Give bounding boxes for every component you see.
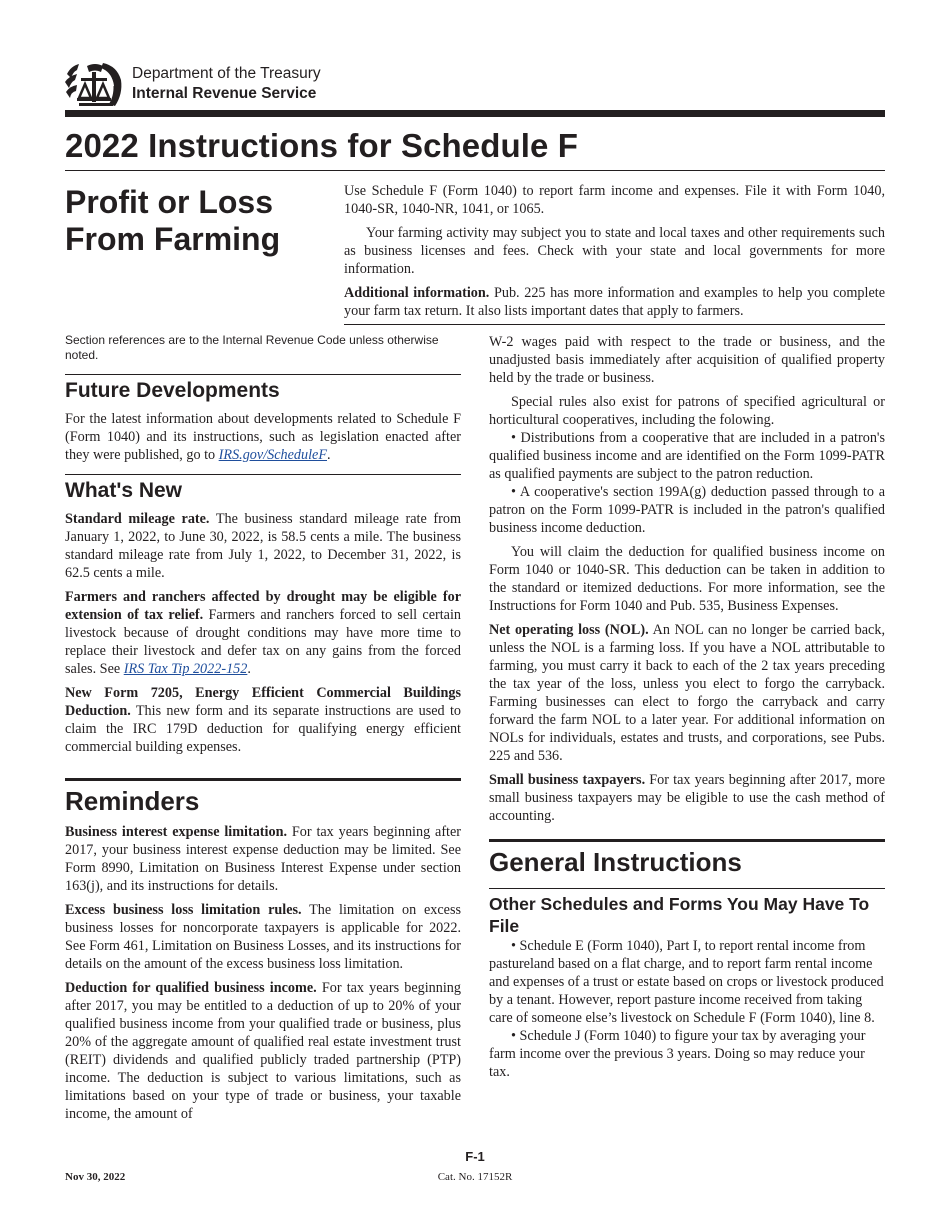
small-business-text: Small business taxpayers. For tax years beginning after 2017, more small business taxpayers may be eligible to use the cash method of accounting. xyxy=(489,772,885,824)
section-divider xyxy=(489,839,885,842)
reminder-item: Deduction for qualified business income. For tax years beginning after 2017, you may be entitled to a deduction of up to 20% of your qualified business income from your qualified trade or business, plus 20% of the aggregate amount of qualified real estate investment trust (REIT) dividends and qualified publicly traded partnership (PTP) income. The deduction is subject to various limitations, such as limitations based on your type of trade or business, your taxable income, the amount of xyxy=(65,980,461,1122)
section-reference-note: Section references are to the Internal Revenue Code unless otherwise noted. xyxy=(65,333,439,362)
bullet-item: • Schedule E (Form 1040), Part I, to report rental income from pastureland based on a flat charge, and to report farm rental income and expenses of a trust or estate based on crops or livestock produced by a tenant. However, report pasture income received from taking care of someone else’s livestock on Schedule F (Form 1040), line 8. xyxy=(489,938,884,1026)
intro-section xyxy=(344,182,885,326)
header-divider xyxy=(65,110,885,117)
title-divider xyxy=(65,170,885,171)
section-divider xyxy=(489,888,885,889)
intro-paragraph: Use Schedule F (Form 1040) to report farm income and expenses. File it with Form 1040, 1040-SR, 1040-NR, 1041, or 1065. xyxy=(344,183,885,217)
qbi-continued-text: W-2 wages paid with respect to the trade or business, and the unadjusted basis immediately after acquisition of qualified property held by the trade or business. xyxy=(489,334,885,386)
right-column xyxy=(489,333,885,1081)
reminder-item: Excess business loss limitation rules. The limitation on excess business losses for noncorporate taxpayers is applicable for 2022. See Form 461, Limitation on Business Losses, and its instructions for details on the amount of the excess business loss limitation. xyxy=(65,902,462,972)
irs-schedule-f-link[interactable]: IRS.gov/ScheduleF xyxy=(218,447,328,463)
irs-tax-tip-link[interactable]: IRS Tax Tip 2022-152 xyxy=(123,661,248,677)
left-column xyxy=(65,333,461,1129)
claim-deduction-text: You will claim the deduction for qualified business income on Form 1040 or 1040-SR. This deduction can be taken in addition to the standard or itemized deductions. For more information, see the Instructions for Form 1040 and Pub. 535, Business Expenses. xyxy=(489,544,885,614)
intro-paragraph: Additional information. Pub. 225 has more information and examples to help you complete your farm tax return. It also lists important dates that apply to farmers. xyxy=(344,285,885,319)
heading-reminders: Reminders xyxy=(65,786,200,816)
heading-whats-new: What's New xyxy=(65,479,183,502)
page-title: 2022 Instructions for Schedule F xyxy=(65,127,578,164)
bullet-item: • A cooperative's section 199A(g) deduction passed through to a patron on the Form 1099-PATR is included in the patron's qualified business income deduction. xyxy=(489,484,885,536)
section-divider xyxy=(65,474,461,475)
special-rules-text: Special rules also exist for patrons of specified agricultural or horticultural cooperatives, including the folowing. xyxy=(489,394,885,428)
catalog-number: Cat. No. 17152R xyxy=(437,1171,513,1183)
agency-department: Department of the Treasury xyxy=(132,65,321,82)
intro-paragraph: Your farming activity may subject you to state and local taxes and other requirements such as business licenses and fees. Check with your state and local governments for more information. xyxy=(344,225,885,277)
reminder-item: Business interest expense limitation. For tax years beginning after 2017, your business interest expense deduction may be limited. See Form 8990, Limitation on Business Interest Expense under section 163(j), and its instructions for details. xyxy=(65,824,462,894)
nol-text: Net operating loss (NOL). An NOL can no longer be carried back, unless the NOL is a farming loss. If you have a NOL attributable to farming, you must carry it back to each of the 2 tax years preceding the tax year of the loss, unless you elect to forgo the carryback. Farming businesses can elect to forgo the carryback and carry forward the farm NOL to a later year. For additional information on NOLs for individuals, estates and trusts, and corporations, see Pubs. 225 and 536. xyxy=(489,622,885,764)
irs-eagle-logo-icon xyxy=(65,60,123,108)
agency-irs: Internal Revenue Service xyxy=(132,85,317,102)
heading-future-developments: Future Developments xyxy=(65,379,280,402)
section-divider xyxy=(65,778,461,781)
intro-divider xyxy=(344,324,885,325)
page-subtitle: Profit or Loss From Farming xyxy=(65,184,281,257)
section-divider xyxy=(65,374,461,375)
whats-new-item: Standard mileage rate. The business standard mileage rate from January 1, 2022, to June 30, 2022, is 58.5 cents a mile. The business standard mileage rate from July 1, 2022, to December 31, 2022, is 62.5 cents a mile. xyxy=(65,511,461,581)
whats-new-item: New Form 7205, Energy Efficient Commercial Buildings Deduction. This new form and its separate instructions are used to claim the IRC 179D deduction for qualifying energy efficient commercial building expenses. xyxy=(65,685,461,755)
bullet-item: • Schedule J (Form 1040) to figure your tax by averaging your farm income over the previous 3 years. Doing so may reduce your tax. xyxy=(489,1028,866,1080)
future-developments-text: For the latest information about developments related to Schedule F (Form 1040) and its instructions, such as legislation enacted after they were published, go to IRS.gov/ScheduleF. xyxy=(65,411,461,463)
agency-header xyxy=(65,60,885,108)
bullet-item: • Distributions from a cooperative that are included in a patron's qualified business income and are identified on the Form 1099-PATR as qualified payments are subject to the patron reduction. xyxy=(489,430,885,482)
page-number: F-1 xyxy=(465,1149,485,1164)
heading-general-instructions: General Instructions xyxy=(489,847,742,877)
whats-new-item: Farmers and ranchers affected by drought may be eligible for extension of tax relief. Farmers and ranchers forced to sell certain livestock because of drought conditions may have more time to replace their livestock and defer tax on any gains from the forced sales. See IRS Tax Tip 2022-152. xyxy=(65,589,461,677)
heading-other-schedules: Other Schedules and Forms You May Have To File xyxy=(489,894,870,936)
revision-date: Nov 30, 2022 xyxy=(65,1171,126,1183)
